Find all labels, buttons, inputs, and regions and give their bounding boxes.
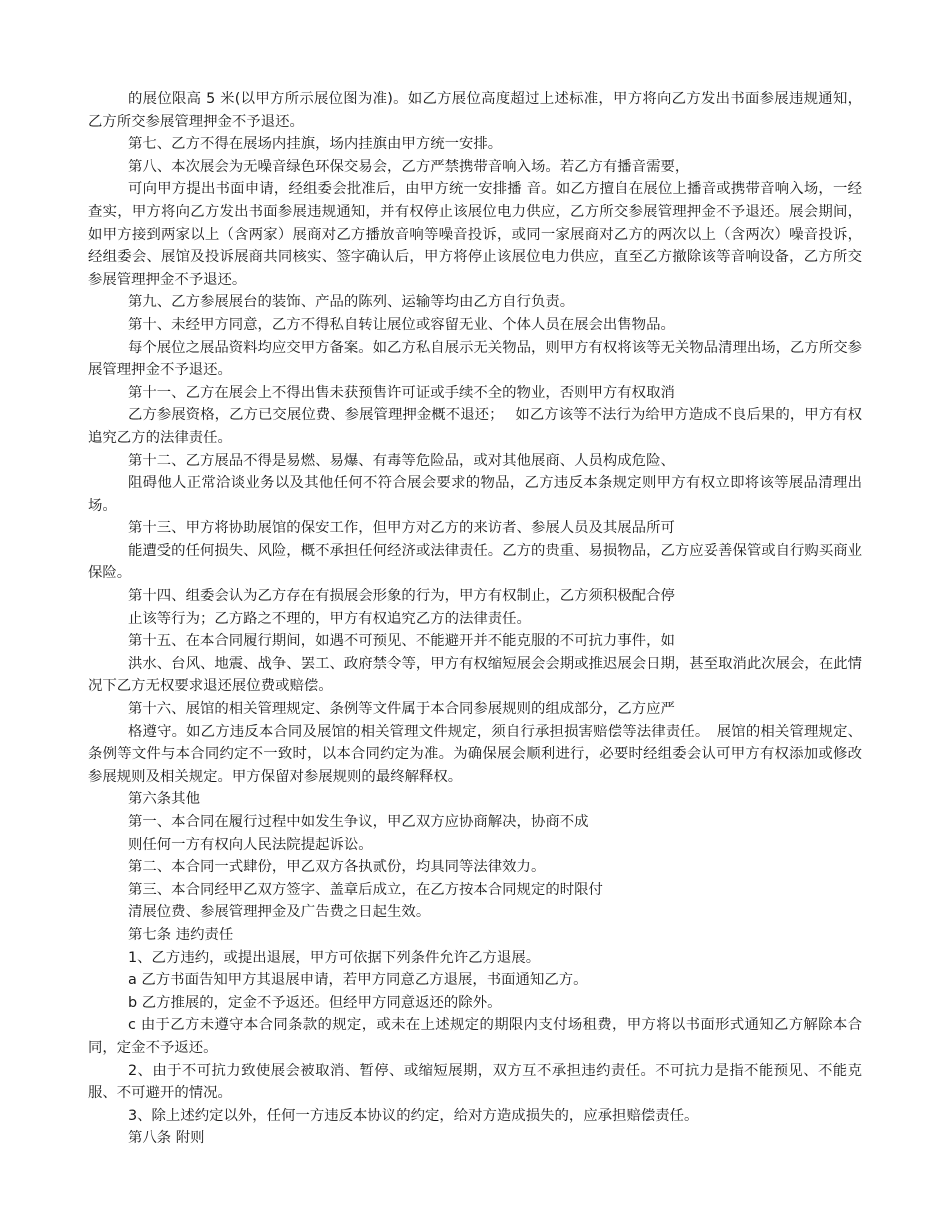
paragraph: 3、除上述约定以外，任何一方违反本协议的约定，给对方造成损失的，应承担赔偿责任。 (128, 1107, 699, 1124)
paragraph: 1、乙方违约，或提出退展，甲方可依据下列条件允许乙方退展。 (128, 949, 541, 966)
paragraph: b 乙方推展的，定金不予返还。但经甲方同意返还的除外。 (128, 994, 502, 1011)
paragraph: 第十四、组委会认为乙方存在有损展会形象的行为，甲方有权制止，乙方须积极配合停 (128, 588, 675, 605)
paragraph: 第一、本合同在履行过程中如发生争议，甲乙双方应协商解决，协商不成 (128, 814, 589, 830)
paragraph: 乙方参展资格，乙方已交展位费、参展管理押金概不退还； 如乙方该等不法行为给甲方造成不良后果的，甲方有权追究乙方的法律责任。 (88, 407, 862, 446)
paragraph: 格遵守。如乙方违反本合同及展馆的相关管理文件规定，须自行承担损害赔偿等法律责任。 展馆的相关管理规定、条例等文件与本合同约定不一致时，以本合同约定为准。为确保展会顺利进行，必要时经组委会认可甲方有权添加或修改参展规则及相关规定。甲方保留对参展规则的最终解释权。 (88, 723, 862, 785)
paragraph: 可向甲方提出书面申请，经组委会批准后，由甲方统一安排播 音。如乙方擅自在展位上播音或携带音响入场，一经查实，甲方将向乙方发出书面参展违规通知，并有权停止该展位电力供应，乙方所交参展管理押金不予退还。展会期间，如甲方接到两家以上（含两家）展商对乙方播放音响等噪音投诉，或同一家展商对乙方的两次以上（含两次）噪音投诉，经组委会、展馆及投诉展商共同核实、签字确认后，甲方将停止该展位电力供应，直至乙方撤除该等音响设备，乙方所交参展管理押金不予退还。 (88, 181, 862, 288)
paragraph: 每个展位之展品资料均应交甲方备案。如乙方私自展示无关物品，则甲方有权将该等无关物品清理出场，乙方所交参展管理押金不予退还。 (88, 339, 862, 379)
document-body (88, 88, 862, 1150)
paragraph: 第十一、乙方在展会上不得出售未获预售许可证或手续不全的物业，否则甲方有权取消 (128, 384, 675, 401)
paragraph: 第八条 附则 (128, 1130, 205, 1147)
paragraph: 第十二、乙方展品不得是易燃、易爆、有毒等危险品，或对其他展商、人员构成危险、 (128, 452, 675, 469)
paragraph: 止该等行为；乙方路之不理的，甲方有权追究乙方的法律责任。 (128, 610, 531, 627)
paragraph: 2、由于不可抗力致使展会被取消、暂停、或缩短展期，双方互不承担违约责任。不可抗力是指不能预见、不能克服、不可避开的情况。 (88, 1062, 862, 1102)
paragraph: 第十五、在本合同履行期间，如遇不可预见、不能避开并不能克服的不可抗力事件，如 (128, 633, 675, 650)
paragraph: 阻碍他人正常洽谈业务以及其他任何不符合展会要求的物品，乙方违反本条规定则甲方有权立即将该等展品清理出场。 (88, 475, 862, 514)
paragraph: 第十六、展馆的相关管理规定、条例等文件属于本合同参展规则的组成部分，乙方应严 (128, 701, 675, 718)
paragraph: 清展位费、参展管理押金及广告费之日起生效。 (128, 904, 431, 921)
paragraph: 第二、本合同一式肆份，甲乙双方各执贰份，均具同等法律效力。 (128, 859, 546, 876)
paragraph: 第八、本次展会为无噪音绿色环保交易会，乙方严禁携带音响入场。若乙方有播音需要， (128, 158, 690, 175)
paragraph: 第六条其他 (128, 791, 200, 808)
paragraph: 第十三、甲方将协助展馆的保安工作，但甲方对乙方的来访者、参展人员及其展品所可 (128, 520, 675, 537)
paragraph: 第十、未经甲方同意，乙方不得私自转让展位或容留无业、个体人员在展会出售物品。 (128, 316, 675, 333)
paragraph: 则任何一方有权向人民法院提起诉讼。 (128, 836, 373, 853)
paragraph: 洪水、台风、地震、战争、罢工、政府禁令等，甲方有权缩短展会会期或推迟展会日期，甚至取消此次展会，在此情况下乙方无权要求退还展位费或赔偿。 (88, 655, 862, 695)
paragraph: 第七条 违约责任 (128, 926, 234, 943)
paragraph: c 由于乙方未遵守本合同条款的规定，或未在上述规定的期限内支付场租费，甲方将以书面形式通知乙方解除本合同，定金不予返还。 (88, 1017, 862, 1056)
paragraph: 第九、乙方参展展台的装饰、产品的陈列、运输等均由乙方自行负责。 (128, 294, 575, 311)
paragraph: 的展位限高 5 米(以甲方所示展位图为准)。如乙方展位高度超过上述标准，甲方将向乙方发出书面参展违规通知，乙方所交参展管理押金不予退还。 (88, 91, 862, 130)
paragraph: 能遭受的任何损失、风险，概不承担任何经济或法律责任。乙方的贵重、易损物品，乙方应妥善保管或自行购买商业保险。 (88, 542, 862, 582)
paragraph: 第三、本合同经甲乙双方签字、盖章后成立，在乙方按本合同规定的时限付 (128, 881, 603, 898)
paragraph: 第七、乙方不得在展场内挂旗，场内挂旗由甲方统一安排。 (128, 136, 503, 153)
paragraph: a 乙方书面告知甲方其退展申请，若甲方同意乙方退展，书面通知乙方。 (128, 972, 588, 989)
